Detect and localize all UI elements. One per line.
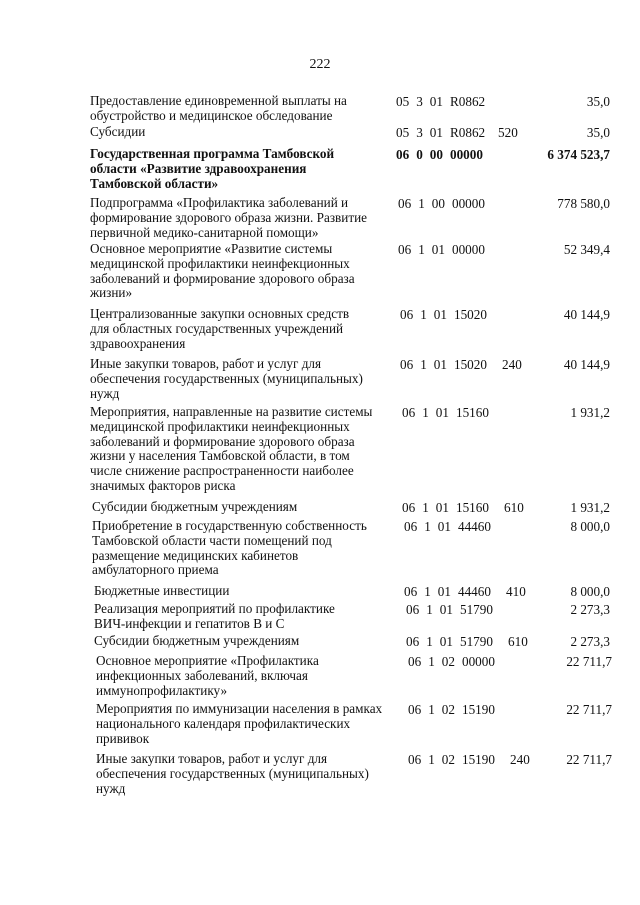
code-segment: 06 xyxy=(396,147,410,162)
code-segment: 1 xyxy=(422,500,429,515)
row-code xyxy=(400,307,494,323)
row-code xyxy=(398,196,492,212)
row-amount: 40 144,9 xyxy=(563,357,610,372)
code-segment: 06 xyxy=(408,654,422,669)
row-amount: 35,0 xyxy=(586,94,610,109)
row-name-line: обустройство и медицинское обследование xyxy=(90,107,333,123)
row-code xyxy=(408,702,502,718)
row-name-line: заболеваний и формирование здорового образа xyxy=(90,433,355,449)
code-segment: 01 xyxy=(437,519,451,534)
row-name xyxy=(94,584,394,599)
code-segment: 01 xyxy=(429,94,443,109)
row-expense-type: 240 xyxy=(502,357,522,372)
code-segment: 06 xyxy=(400,307,414,322)
code-segment: 3 xyxy=(416,125,423,140)
row-code xyxy=(396,94,492,110)
code-segment: 01 xyxy=(435,405,449,420)
row-name-line: заболеваний и формирование здорового образа xyxy=(90,270,355,286)
row-name-line: Мероприятия, направленные на развитие системы xyxy=(90,404,373,419)
code-segment: 06 xyxy=(398,196,412,211)
row-name xyxy=(90,405,390,494)
row-amount: 8 000,0 xyxy=(570,519,610,534)
row-amount: 1 931,2 xyxy=(570,405,610,420)
row-name-line: Иные закупки товаров, работ и услуг для xyxy=(96,751,328,766)
row-name-line: нужд xyxy=(96,780,126,796)
row-amount: 22 711,7 xyxy=(566,752,612,767)
code-segment: 06 xyxy=(404,584,418,599)
row-name-line: медицинской профилактики неинфекционных xyxy=(90,255,350,271)
row-name xyxy=(90,147,390,191)
row-name-line: размещение медицинских кабинетов xyxy=(92,547,299,563)
row-name-line: области «Развитие здравоохранения xyxy=(90,160,307,176)
row-name-line: иммунопрофилактику» xyxy=(96,682,228,698)
row-name-line: значимых факторов риска xyxy=(90,477,236,493)
code-segment: 06 xyxy=(408,752,422,767)
row-code xyxy=(408,654,502,670)
row-amount: 2 273,3 xyxy=(570,634,610,649)
row-amount: 778 580,0 xyxy=(557,196,610,211)
row-name-line: медицинской профилактики неинфекционных xyxy=(90,418,350,434)
code-segment: 00000 xyxy=(461,654,495,669)
row-code xyxy=(396,125,492,141)
code-segment: 02 xyxy=(441,702,455,717)
row-name xyxy=(96,702,396,746)
row-code xyxy=(400,357,494,373)
code-segment: 15190 xyxy=(461,702,495,717)
code-segment: 06 xyxy=(406,602,420,617)
code-segment: 3 xyxy=(416,94,423,109)
row-name-line: Тамбовской области» xyxy=(90,175,219,191)
row-name-line: Иные закупки товаров, работ и услуг для xyxy=(90,356,322,371)
row-name xyxy=(90,307,390,351)
row-name-line: Реализация мероприятий по профилактике xyxy=(94,601,335,616)
code-segment: 00 xyxy=(431,196,445,211)
row-name-line: Бюджетные инвестиции xyxy=(94,583,230,598)
code-segment: 15160 xyxy=(455,405,489,420)
code-segment: 15190 xyxy=(461,752,495,767)
row-code xyxy=(404,584,498,600)
code-segment: 06 xyxy=(398,242,412,257)
row-name-line: амбулаторного приема xyxy=(92,562,219,578)
code-segment: 01 xyxy=(435,500,449,515)
row-name-line: Субсидии xyxy=(90,124,146,139)
row-name-line: числе снижение распространенности наиболее xyxy=(90,463,354,479)
row-name xyxy=(96,752,396,796)
row-name-line: Предоставление единовременной выплаты на xyxy=(90,93,347,108)
row-expense-type: 410 xyxy=(506,584,526,599)
code-segment: 01 xyxy=(431,242,445,257)
code-segment: 06 xyxy=(402,500,416,515)
row-code xyxy=(396,147,490,163)
code-segment: R0862 xyxy=(449,125,486,140)
row-name-line: Субсидии бюджетным учреждениям xyxy=(92,499,298,514)
code-segment: R0862 xyxy=(449,94,486,109)
code-segment: 01 xyxy=(433,307,447,322)
code-segment: 02 xyxy=(441,654,455,669)
row-name-line: национального календаря профилактических xyxy=(96,715,351,731)
row-expense-type: 610 xyxy=(508,634,528,649)
code-segment: 01 xyxy=(439,634,453,649)
row-name xyxy=(90,196,390,240)
code-segment: 01 xyxy=(439,602,453,617)
row-amount: 6 374 523,7 xyxy=(547,147,610,162)
row-code xyxy=(402,405,496,421)
code-segment: 1 xyxy=(422,405,429,420)
row-amount: 2 273,3 xyxy=(570,602,610,617)
code-segment: 1 xyxy=(420,307,427,322)
row-name-line: обеспечения государственных (муниципальных) xyxy=(96,765,369,781)
row-name xyxy=(94,602,394,632)
row-name-line: Субсидии бюджетным учреждениям xyxy=(94,633,300,648)
code-segment: 1 xyxy=(424,519,431,534)
row-name xyxy=(94,634,394,649)
page-number: 222 xyxy=(309,57,331,72)
code-segment: 15160 xyxy=(455,500,489,515)
row-name xyxy=(92,500,392,515)
code-segment: 00 xyxy=(429,147,443,162)
row-name-line: здравоохранения xyxy=(90,335,186,351)
code-segment: 51790 xyxy=(459,602,493,617)
row-name-line: Государственная программа Тамбовской xyxy=(90,146,335,161)
row-amount: 40 144,9 xyxy=(563,307,610,322)
row-name-line: формирование здорового образа жизни. Развитие xyxy=(90,209,368,225)
row-expense-type: 240 xyxy=(510,752,530,767)
code-segment: 01 xyxy=(433,357,447,372)
code-segment: 06 xyxy=(400,357,414,372)
row-name-line: Подпрограмма «Профилактика заболеваний и xyxy=(90,195,349,210)
row-amount: 1 931,2 xyxy=(570,500,610,515)
code-segment: 15020 xyxy=(453,307,487,322)
row-name-line: Мероприятия по иммунизации населения в рамках xyxy=(96,701,383,716)
row-name-line: жизни» xyxy=(90,285,133,301)
code-segment: 1 xyxy=(426,602,433,617)
row-name-line: Тамбовской области части помещений под xyxy=(92,532,332,548)
code-segment: 01 xyxy=(429,125,443,140)
row-name-line: инфекционных заболеваний, включая xyxy=(96,667,308,683)
row-expense-type: 520 xyxy=(498,125,518,140)
row-amount: 8 000,0 xyxy=(570,584,610,599)
code-segment: 15020 xyxy=(453,357,487,372)
row-name xyxy=(90,242,390,301)
row-code xyxy=(402,500,496,516)
row-code xyxy=(406,634,500,650)
row-amount: 22 711,7 xyxy=(566,702,612,717)
code-segment: 1 xyxy=(418,242,425,257)
row-name-line: Централизованные закупки основных средств xyxy=(90,306,350,321)
code-segment: 06 xyxy=(406,634,420,649)
code-segment: 1 xyxy=(424,584,431,599)
code-segment: 02 xyxy=(441,752,455,767)
code-segment: 05 xyxy=(396,125,410,140)
code-segment: 1 xyxy=(418,196,425,211)
code-segment: 00000 xyxy=(451,196,485,211)
row-expense-type: 610 xyxy=(504,500,524,515)
row-name-line: прививок xyxy=(96,730,150,746)
code-segment: 44460 xyxy=(457,584,491,599)
code-segment: 00000 xyxy=(451,242,485,257)
row-name xyxy=(96,654,396,698)
row-name-line: Приобретение в государственную собственность xyxy=(92,518,367,533)
code-segment: 06 xyxy=(402,405,416,420)
code-segment: 06 xyxy=(404,519,418,534)
row-name xyxy=(90,125,390,140)
code-segment: 1 xyxy=(420,357,427,372)
code-segment: 1 xyxy=(428,702,435,717)
row-amount: 35,0 xyxy=(586,125,610,140)
row-name xyxy=(90,357,390,401)
row-name-line: обеспечения государственных (муниципальных) xyxy=(90,370,363,386)
row-name-line: первичной медико-санитарной помощи» xyxy=(90,224,319,240)
row-code xyxy=(404,519,498,535)
code-segment: 06 xyxy=(408,702,422,717)
row-name-line: Основное мероприятие «Развитие системы xyxy=(90,241,333,256)
row-name-line: жизни у населения Тамбовской области, в том xyxy=(90,448,350,464)
row-name xyxy=(92,519,392,578)
code-segment: 01 xyxy=(437,584,451,599)
code-segment: 05 xyxy=(396,94,410,109)
code-segment: 1 xyxy=(426,634,433,649)
row-code xyxy=(398,242,492,258)
row-code xyxy=(406,602,500,618)
code-segment: 44460 xyxy=(457,519,491,534)
code-segment: 1 xyxy=(428,752,435,767)
code-segment: 00000 xyxy=(449,147,483,162)
code-segment: 1 xyxy=(428,654,435,669)
row-name-line: ВИЧ-инфекции и гепатитов B и C xyxy=(94,615,285,631)
row-name-line: Основное мероприятие «Профилактика xyxy=(96,653,319,668)
row-name xyxy=(90,94,390,124)
row-amount: 22 711,7 xyxy=(566,654,612,669)
code-segment: 0 xyxy=(416,147,423,162)
code-segment: 51790 xyxy=(459,634,493,649)
row-name-line: для областных государственных учреждений xyxy=(90,320,344,336)
row-name-line: нужд xyxy=(90,385,120,401)
row-amount: 52 349,4 xyxy=(563,242,610,257)
row-code xyxy=(408,752,502,768)
